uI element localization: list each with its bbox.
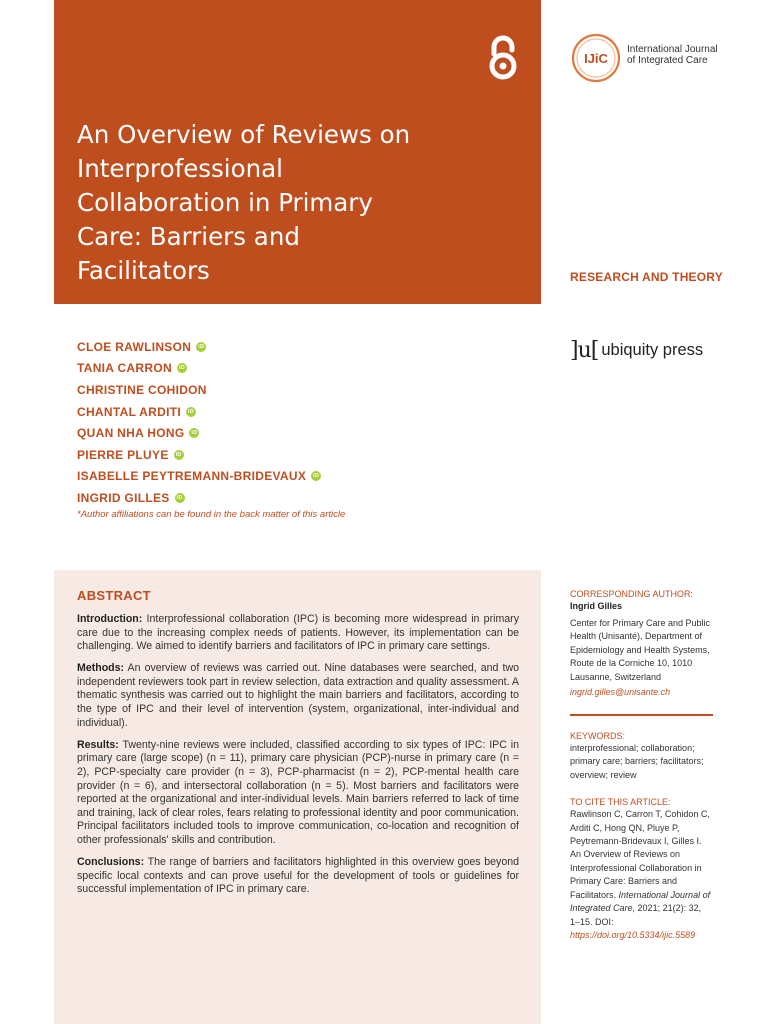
methods-text: An overview of reviews was carried out. Nine databases were searched, and two independent reviewers took part in review selection, data extraction and quality assessment. A thematic synthesis was carried out to highlight the main barriers and facilitators, according to the type of IPC and their level of intervention (system, organizational, inter-individual and individual). (77, 662, 519, 729)
author-name[interactable]: CHRISTINE COHIDON (77, 382, 207, 397)
article-title: An Overview of Reviews on Interprofessional Collaboration in Primary Care: Barriers and Facilitators (77, 120, 411, 285)
author-name[interactable]: QUAN NHA HONG (77, 426, 185, 441)
author-name[interactable]: ISABELLE PEYTREMANN-BRIDEVAUX (77, 469, 307, 484)
journal-logo[interactable] (570, 32, 730, 84)
results-label: Results: (77, 738, 119, 751)
intro-text: Interprofessional collaboration (IPC) is becoming more widespread in primary care due to the increasing complex needs of patients. However, its implementation can be challenging. We aimed to identify barriers and facilitators of IPC in primary care settings. (77, 613, 519, 653)
orcid-icon[interactable]: iD (178, 365, 185, 372)
author-item (77, 444, 321, 466)
ijic-logo-icon (570, 32, 622, 84)
doi-link[interactable]: https://doi.org/10.5334/ijic.5589 (570, 929, 696, 940)
abstract-conclusions (77, 856, 519, 897)
cite-text (570, 808, 713, 942)
cite-journal: International Journal of Integrated Care, (570, 889, 711, 914)
abstract-panel (54, 570, 541, 1024)
methods-label: Methods: (77, 662, 125, 675)
abstract-introduction (77, 613, 519, 654)
publisher-name: ubiquity press (601, 341, 704, 359)
logo-text: IJiC (584, 51, 608, 66)
cite-details: 2021; 21(2): 32, 1–15. DOI: (570, 903, 702, 927)
sidebar-divider (570, 714, 713, 716)
author-item (77, 401, 321, 423)
corresponding-author-name: Ingrid Gilles (570, 601, 623, 611)
corresponding-address: Center for Primary Care and Public Health (Unisanté), Department of Epidemiology and Health Systems, Route de la Corniche 10, 1010 Lausanne, Switzerland (570, 618, 711, 682)
author-item (77, 336, 321, 358)
orcid-icon[interactable]: iD (198, 343, 205, 350)
cite-label: TO CITE THIS ARTICLE: (570, 797, 671, 808)
abstract-methods (77, 662, 519, 730)
title-banner (54, 0, 541, 304)
publisher-logo[interactable] (570, 338, 703, 363)
author-item (77, 358, 321, 380)
orcid-icon[interactable]: iD (313, 473, 320, 480)
intro-label: Introduction: (77, 613, 143, 625)
author-item (77, 422, 321, 444)
abstract-heading: ABSTRACT (77, 588, 151, 603)
corresponding-author-label: CORRESPONDING AUTHOR: (570, 589, 694, 599)
author-name[interactable]: PIERRE PLUYE (77, 447, 169, 462)
author-name[interactable]: CHANTAL ARDITI (77, 404, 181, 419)
article-sidebar (570, 588, 713, 942)
corresponding-email[interactable]: ingrid.gilles@unisante.ch (570, 687, 671, 698)
author-name[interactable]: INGRID GILLES (77, 490, 170, 505)
open-access-icon (486, 34, 520, 82)
keywords-text: interprofessional; collaboration; primary care; barriers; facilitators; overview; review (570, 743, 704, 780)
author-item (77, 379, 321, 401)
journal-name-line2: of Integrated Care (627, 55, 708, 66)
abstract-results (77, 739, 519, 848)
conclusions-text: The range of barriers and facilitators highlighted in this overview goes beyond specific local contexts and can prove useful for the development of tools or guidelines for successful implementation of IPC in primary care. (77, 856, 519, 896)
author-list (77, 336, 321, 509)
orcid-icon[interactable]: iD (176, 494, 183, 501)
affiliation-note: *Author affiliations can be found in the back matter of this article (77, 509, 346, 520)
results-text: Twenty-nine reviews were included, classified according to six types of IPC: IPC in primary care (large scope) (n = 11), primary care physician (PCP)-nurse in primary care (n = 2), PCP-specialty care provider (n = 3), PCP-pharmacist (n = 2), PCP-mental health care provider (n = 6), and intersectoral collaboration (n = 5). Most barriers and facilitators were reported at the organizational and inter-individual levels. Main barriers referred to lack of time and training, lack of clear roles, fears relating to professional identity and poor communication. Principal facilitators included tools to improve communication, co-location and recognition of other professionals' skills and contribution. (77, 738, 519, 846)
section-type: RESEARCH AND THEORY (570, 270, 723, 284)
cite-body: Rawlinson C, Carron T, Cohidon C, Arditi C, Hong QN, Pluye P, Peytremann-Bridevaux I, Gilles I. An Overview of Reviews on Interprofessional Collaboration in Primary Care: Barriers and Facilitators. (570, 809, 710, 900)
author-item (77, 466, 321, 488)
abstract-body (77, 613, 519, 905)
keywords-label: KEYWORDS: (570, 731, 626, 742)
journal-name (627, 44, 718, 66)
journal-name-line1: International Journal (627, 44, 718, 55)
publisher-mark: ]u[ (570, 338, 599, 363)
orcid-icon[interactable]: iD (191, 430, 198, 437)
conclusions-label: Conclusions: (77, 856, 145, 868)
orcid-icon[interactable]: iD (175, 451, 182, 458)
author-name[interactable]: TANIA CARRON (77, 361, 172, 376)
orcid-icon[interactable]: iD (187, 408, 195, 415)
author-item (77, 487, 321, 509)
author-name[interactable]: CLOE RAWLINSON (77, 339, 192, 354)
